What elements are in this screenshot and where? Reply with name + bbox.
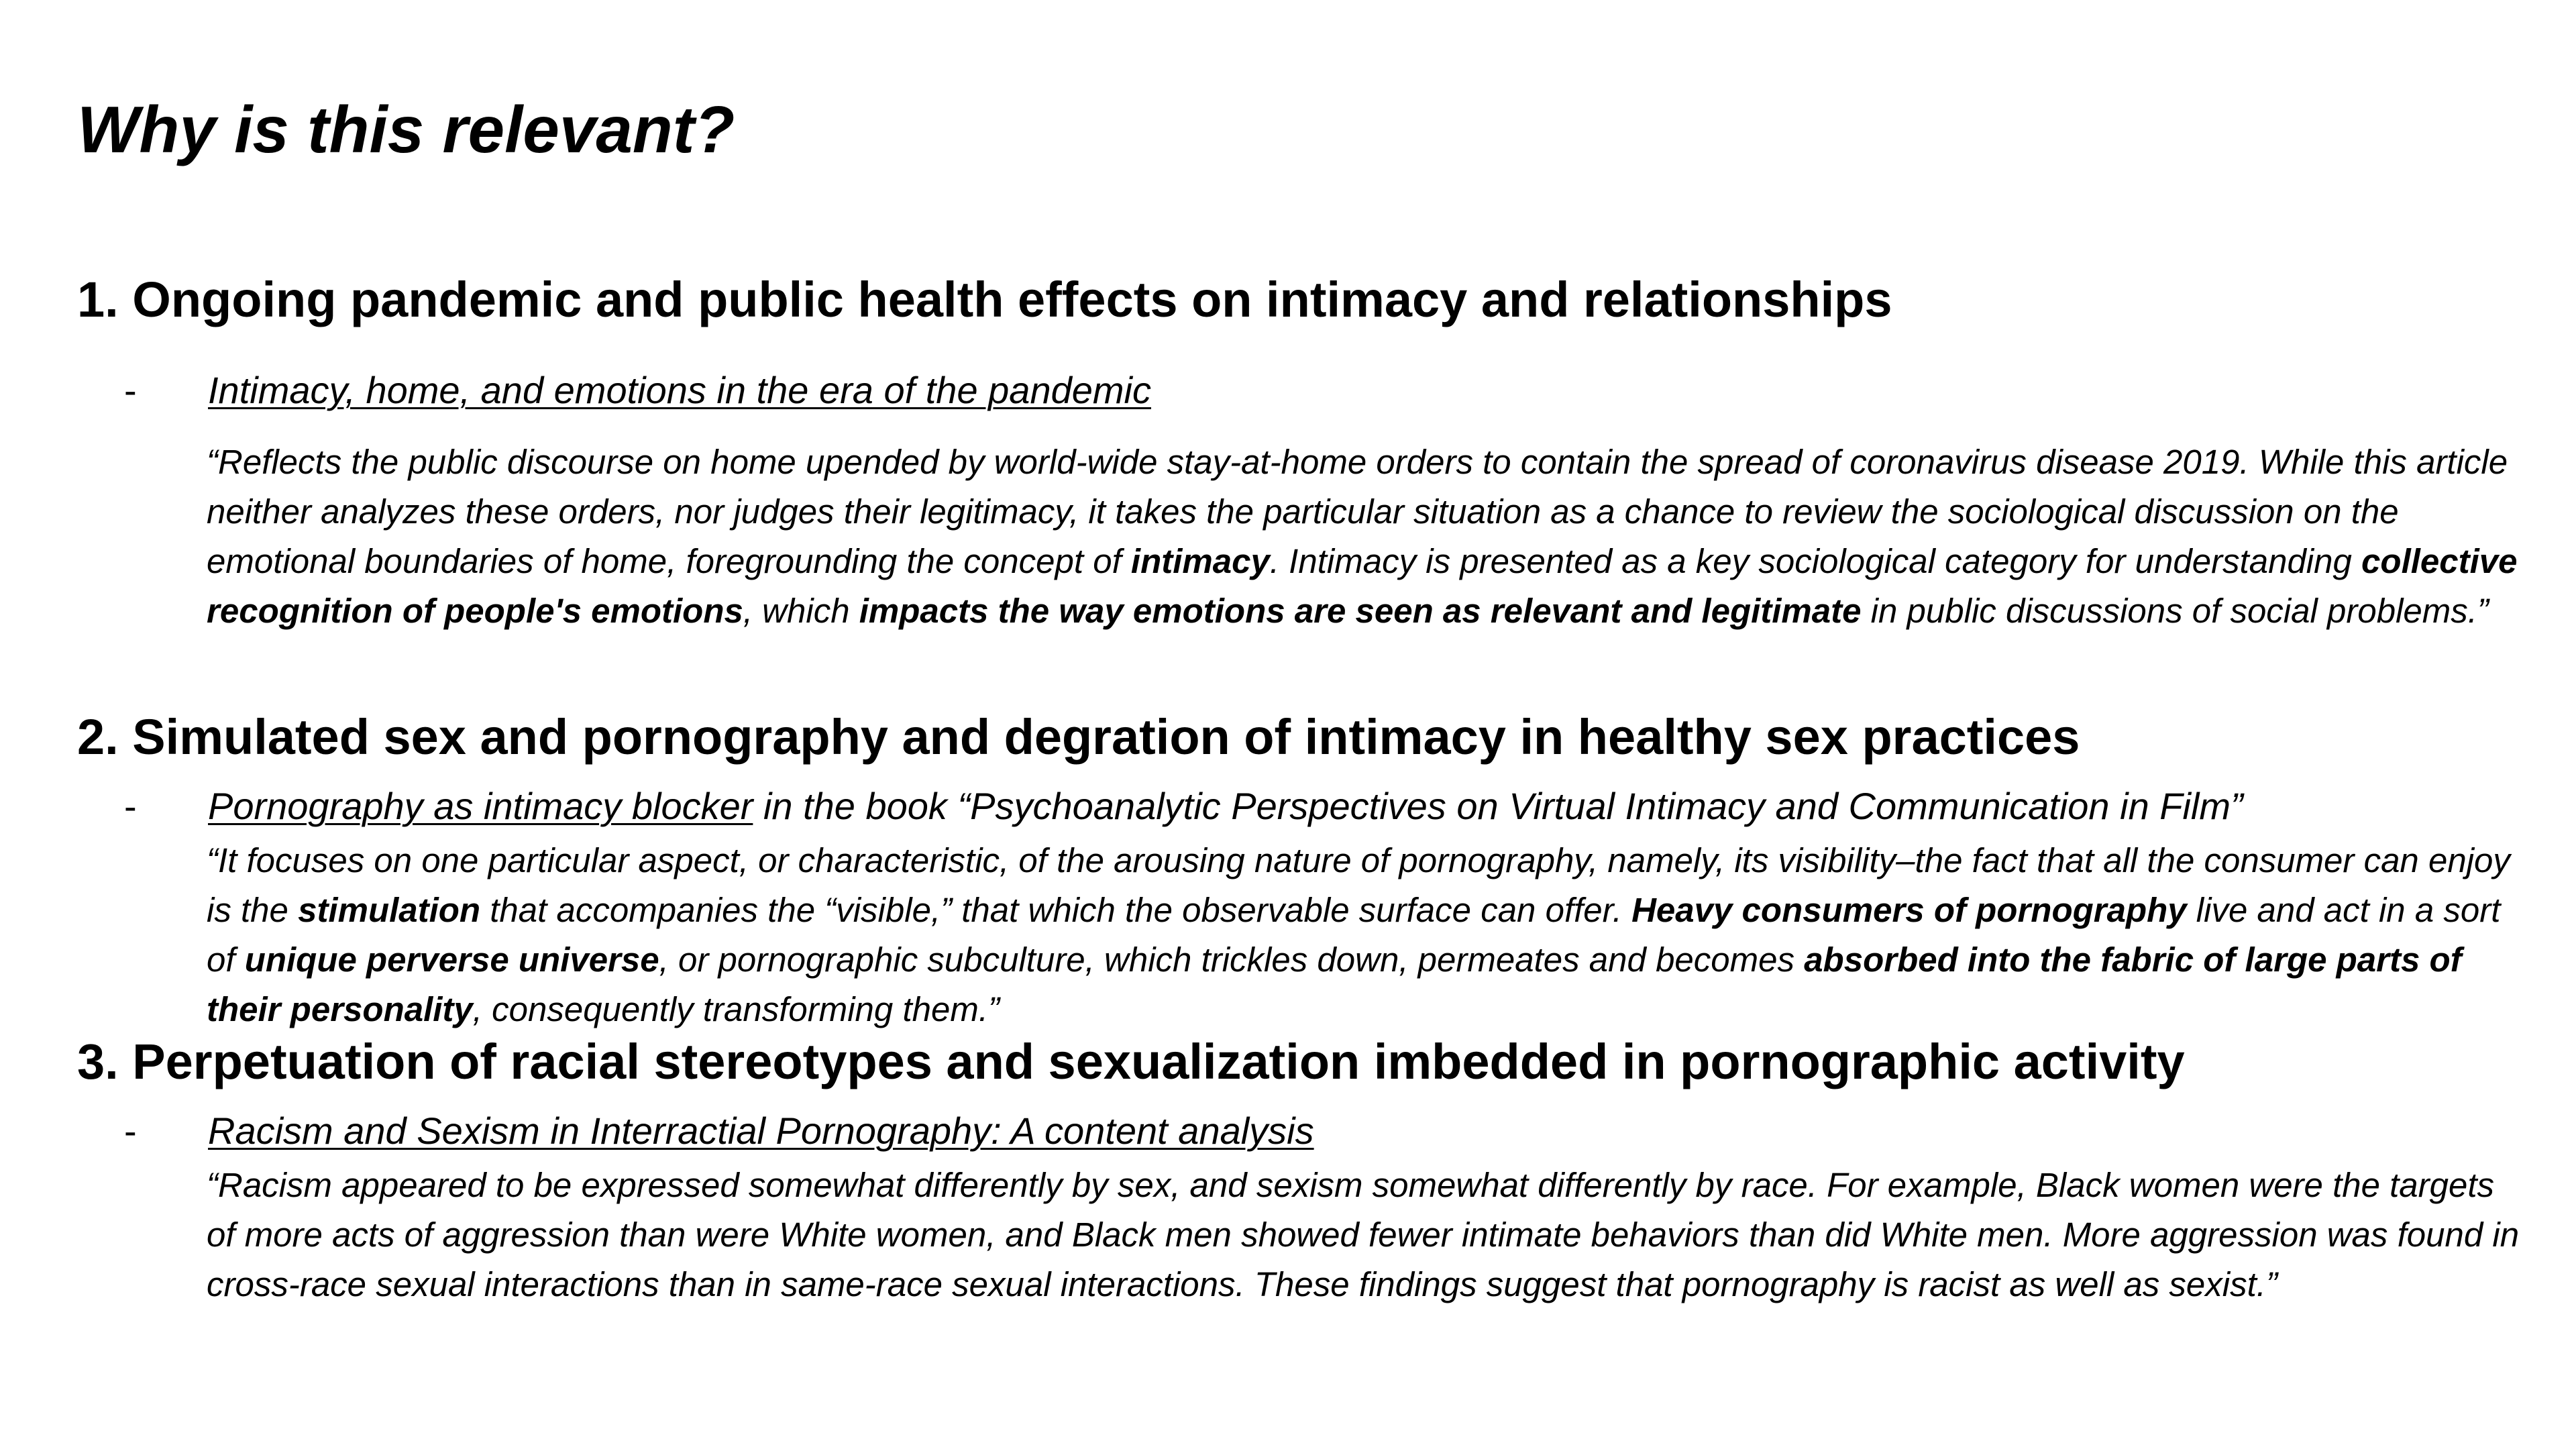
section-2-quote [207,836,2521,1034]
quote-emphasis: intimacy [1130,542,1270,580]
section-3-source [208,1108,1314,1153]
quote-emphasis: impacts the way emotions are seen as relevant and legitimate [859,592,1862,630]
section-3-quote [207,1161,2521,1309]
bullet-marker: - [124,369,137,411]
quote-text: , consequently transforming them.” [472,990,1000,1028]
section-1-bullet [124,368,2539,421]
section-3-source-link[interactable]: Racism and Sexism in Interractial Pornography: A content analysis [208,1110,1314,1152]
section-1-source [208,368,1151,413]
quote-emphasis: collective recognition of people's emotions [207,542,2518,630]
section-1-heading: 1. Ongoing pandemic and public health effects on intimacy and relationships [77,272,1892,327]
section-2-bullet [124,784,2539,837]
quote-emphasis: absorbed into the fabric of large parts of their personality [207,941,2462,1028]
quote-emphasis: Heavy consumers of pornography [1631,891,2187,929]
section-1-quote [207,437,2521,636]
quote-text: that accompanies the “visible,” that which the observable surface can offer. [480,891,1632,929]
section-2-heading: 2. Simulated sex and pornography and degration of intimacy in healthy sex practices [77,709,2080,765]
quote-text: “Reflects the public discourse on home upended by world-wide stay-at-home orders to contain the spread of coronavirus disease 2019. While this article neither analyzes these orders, nor judges their legitimacy, it takes the particular situation as a chance to review the sociological discussion on the emotional boundaries of home, foregrounding the concept of [207,443,2508,580]
quote-text: “Racism appeared to be expressed somewhat differently by sex, and sexism somewhat differently by race. For example, Black women were the targets of more acts of aggression than were White women, and Black men showed fewer intimate behaviors than did White men. More aggression was found in cross-race sexual interactions than in same-race sexual interactions. These findings suggest that pornography is racist as well as sexist.” [207,1166,2520,1303]
quote-text: live and act in a sort of [207,891,2501,979]
quote-text: , which [743,592,859,630]
quote-text: “It focuses on one particular aspect, or characteristic, of the arousing nature of pornography, namely, its visibility–the fact that all the consumer can enjoy is the [207,841,2510,929]
section-2-source-link[interactable]: Pornography as intimacy blocker [208,785,753,827]
bullet-marker: - [124,785,137,827]
section-1-source-link[interactable]: Intimacy, home, and emotions in the era of the pandemic [208,369,1151,411]
section-3-bullet [124,1108,2539,1162]
quote-text: , or pornographic subculture, which trickles down, permeates and becomes [659,941,1805,979]
section-2-source [208,784,2243,828]
section-3-heading: 3. Perpetuation of racial stereotypes and sexualization imbedded in pornographic activity [77,1034,2185,1089]
quote-text: . Intimacy is presented as a key sociological category for understanding [1269,542,2362,580]
bullet-marker: - [124,1110,137,1152]
slide-title: Why is this relevant? [77,93,735,166]
quote-emphasis: stimulation [298,891,481,929]
quote-emphasis: unique perverse universe [244,941,659,979]
quote-text: in public discussions of social problems.” [1861,592,2489,630]
section-2-source-suffix: in the book “Psychoanalytic Perspectives on Virtual Intimacy and Communication in Film” [753,785,2243,827]
